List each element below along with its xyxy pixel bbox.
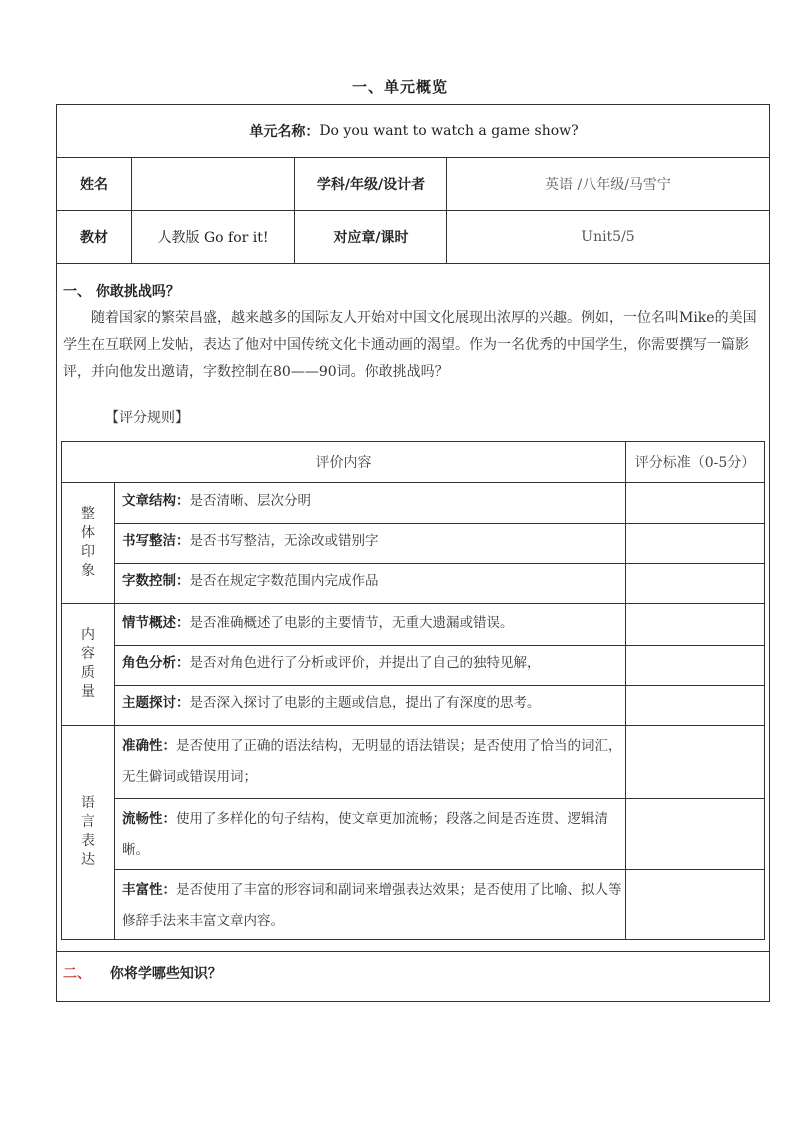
criterion-structure: 文章结构：是否清晰、层次分明 bbox=[122, 493, 311, 509]
subject-grade-designer-label: 学科/年级/设计者 bbox=[316, 177, 426, 193]
criterion-fluency: 流畅性：使用了多样化的句子结构，使文章更加流畅；段落之间是否连贯、逻辑清晰。 bbox=[122, 811, 608, 858]
category-language-expression: 语 言 表 达 bbox=[81, 795, 95, 868]
criterion-richness: 丰富性：是否使用了丰富的形容词和副词来增强表达效果；是否使用了比喻、拟人等修辞手法来丰富文章内容。 bbox=[122, 882, 622, 929]
rubric-header-score: 评分标准（0-5分） bbox=[634, 455, 756, 471]
criterion-theme: 主题探讨：是否深入探讨了电影的主题或信息，提出了有深度的思考。 bbox=[122, 695, 541, 711]
rubric-title: 【评分规则】 bbox=[105, 410, 189, 426]
page-title: 一、单元概览 bbox=[351, 78, 448, 96]
unit-name-value: Do you want to watch a game show? bbox=[319, 123, 579, 139]
section1-heading: 一、 你敢挑战吗？ bbox=[63, 284, 180, 300]
chapter-lesson-label: 对应章/课时 bbox=[333, 230, 409, 246]
chapter-lesson-value: Unit5/5 bbox=[581, 229, 635, 245]
criterion-accuracy: 准确性：是否使用了正确的语法结构，无明显的语法错误；是否使用了恰当的词汇，无生僻词或错误用词； bbox=[122, 738, 622, 785]
unit-overview-table bbox=[56, 104, 770, 1002]
category-content-quality: 内 容 质 量 bbox=[81, 627, 95, 700]
category-overall-impression: 整 体 印 象 bbox=[81, 505, 95, 579]
name-label: 姓名 bbox=[80, 177, 108, 193]
criterion-word-count: 字数控制：是否在规定字数范围内完成作品 bbox=[122, 573, 379, 589]
section2-heading bbox=[63, 963, 222, 983]
criterion-neatness: 书写整洁：是否书写整洁，无涂改或错别字 bbox=[122, 533, 379, 549]
name-value bbox=[132, 158, 294, 210]
subject-grade-designer-value: 英语 /八年级/马雪宁 bbox=[545, 177, 671, 193]
criterion-plot: 情节概述：是否准确概述了电影的主要情节，无重大遗漏或错误。 bbox=[122, 615, 514, 631]
challenge-paragraph: 随着国家的繁荣昌盛，越来越多的国际友人开始对中国文化展现出浓厚的兴趣。例如，一位名叫Mike的美国学生在互联网上发帖，表达了他对中国传统文化卡通动画的渴望。作为一名优秀的中国学生，你需要撰写一篇影评，并向他发出邀请，字数控制在80——90词。你敢挑战吗？ bbox=[63, 310, 757, 380]
section2-title: 你将学哪些知识？ bbox=[109, 966, 222, 982]
rubric-header-content: 评价内容 bbox=[315, 455, 372, 471]
section2-number: 二、 bbox=[63, 966, 91, 982]
textbook-label: 教材 bbox=[80, 230, 108, 246]
criterion-character: 角色分析：是否对角色进行了分析或评价，并提出了自己的独特见解， bbox=[122, 655, 541, 671]
rubric-table bbox=[61, 441, 765, 940]
unit-name-cell bbox=[57, 105, 771, 157]
unit-name-label: 单元名称： bbox=[249, 124, 320, 140]
textbook-value: 人教版 Go for it! bbox=[157, 230, 269, 246]
